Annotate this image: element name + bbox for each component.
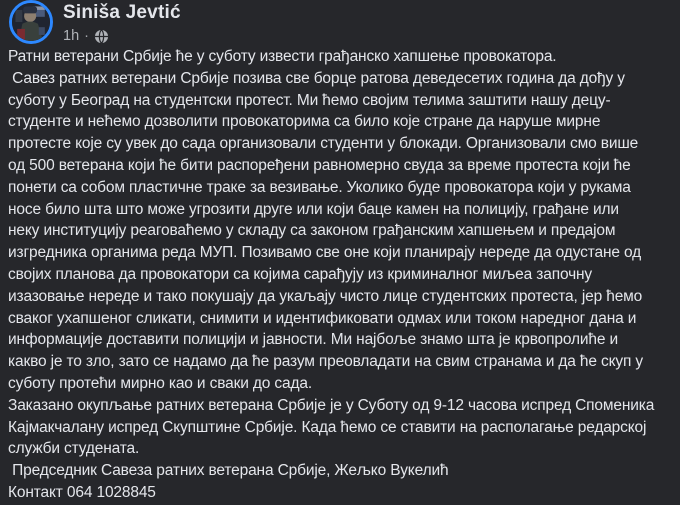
post-text-line: Контакт 064 1028845 xyxy=(8,483,156,501)
post-text-line: Кајмакчалану испред Скупштине Србије. Када ћемо се ставити на располагање редарској xyxy=(8,418,647,436)
post-meta xyxy=(63,28,181,44)
author-name[interactable]: Siniša Jevtić xyxy=(63,2,181,23)
post-text-line: изазовање нереде и тако покушају да укаљају чисто лице студентских протеста, јер ћемо xyxy=(8,287,643,305)
avatar-image xyxy=(12,3,50,41)
post-text-line: служби студената. xyxy=(8,440,140,458)
post-text-line: суботу протећи мирно као и сваки до сада. xyxy=(8,374,312,392)
avatar[interactable] xyxy=(9,0,53,44)
post-text-line: Заказано окупљање ратних ветерана Србије је у Суботу од 9-12 часова испред Споменика xyxy=(8,396,655,414)
post-text-line: понети са собом пластичне траке за везивање. Уколико буде провокатора који у рукама xyxy=(8,178,631,196)
post-text-line: својих планова да провокатори са којима сарађују из криминалног миљеа започну xyxy=(8,265,593,283)
post-text-line: Ратни ветерани Србије ће у суботу извести грађанско хапшење провокатора. xyxy=(8,48,557,65)
post-text-line: од 500 ветерана који ће бити распоређени равномерно свуда за време протеста који ће xyxy=(8,156,631,174)
post-text-line: Савез ратних ветерани Србије позива све борце ратова деведесетих година да дођу у xyxy=(8,69,625,87)
post-text-line: информације доставити полицији и јавности. Ми најбоље знамо шта је крвопролиће и xyxy=(8,331,618,349)
timestamp[interactable]: 1h xyxy=(63,28,80,44)
post-text-line: Председник Савеза ратних ветерана Србије, Жељко Вукелић xyxy=(8,462,449,480)
header-info xyxy=(63,0,181,44)
post-text-line: студенте и нећемо дозволити провокаторима са било које стране да наруше мирне xyxy=(8,113,601,131)
post-text-line: протесте које су увек до сада организовали студенти у блокади. Организовали смо више xyxy=(8,135,639,153)
post-text-line: носе било шта што може угрозити друге или који баце камен на полицију, грађане или xyxy=(8,200,619,218)
globe-icon xyxy=(94,29,109,44)
post-text-line: суботу у Београд на студентски протест. Ми ћемо својим телима заштити нашу децу- xyxy=(8,91,611,109)
post-text xyxy=(8,46,678,504)
post-text-line: сваког ухапшеног сликати, снимити и идентификовати одмах или током наредног дана и xyxy=(8,309,637,327)
post-text-line: какво је то зло, зато се надамо да ће разум преовладати на свим странама и да ће скуп у xyxy=(8,353,643,371)
post-text-line: изгредника органима реда МУП. Позивамо све оне који планирају нереде да одустане од xyxy=(8,244,642,262)
post-text-line: неку институцију реаговаћемо у складу са законом грађанским хапшењем и предајом xyxy=(8,222,616,240)
meta-separator: · xyxy=(84,28,89,44)
post-header xyxy=(9,0,181,44)
